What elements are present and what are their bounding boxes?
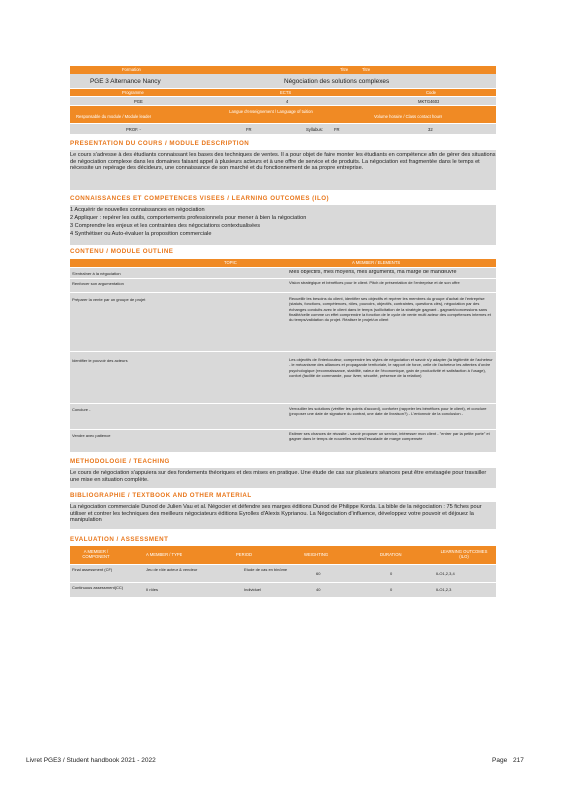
evaluation-title: EVALUATION / ASSESSMENT	[70, 536, 169, 543]
eval-row-1-duration: 0	[390, 571, 393, 576]
methodology-title: METHODOLOGIE / TEACHING	[70, 458, 170, 465]
outline-title: CONTENU / MODULE OUTLINE	[70, 248, 174, 255]
methodology-text: Le cours de négociation s'appuiera sur des fondements théoriques et des mises en pratique. Une étude de cas sur plusieurs séances peut être envisagée pour travailler une mise en situation complète.	[70, 470, 487, 483]
outline-row-sep-5	[70, 429, 496, 430]
outline-row-2-aims: Vision stratégique et bénéfices pour le client. Pitch de présentation de l'entreprise et de son offre	[289, 280, 460, 285]
langue-value: FR	[246, 127, 252, 132]
formation-label: Formation	[122, 67, 141, 72]
outline-row-5-aims: Verrouiller les solutions (vérifier les points d'accord), conforter (rappeler les bénéfices pour le client), et conclure (proposer une date de signature du contrat, une date de livraison?) - L'entonnoir de la conclusion -	[289, 406, 487, 417]
outline-row-1-topic: S'entraîner à la négociation	[72, 271, 121, 276]
eval-col-weighting: WEIGHTING	[304, 552, 329, 557]
titre-label: Titre	[340, 67, 349, 72]
eval-row-1-component: Final assessment (CF)	[72, 567, 113, 572]
presentation-text: Le cours s'adresse à des étudiants connaissant les bases des techniques de ventes. Il a pour objet de faire monter les étudiants en compétence afin de gérer des situations de négociation complexe dans les domaines faisant appel à plusieurs acteurs et à une offre de service et de produits. La négociation est fragmentée dans le temps et nécessite un repérage des décideurs, une connaissance de son marché et du fonctionnement de sa propre entreprise.	[70, 152, 496, 171]
outline-header	[70, 259, 496, 267]
competences-title: CONNAISSANCES ET COMPETENCES VISEES / LEARNING OUTCOMES (ILO)	[70, 195, 330, 202]
outline-row-4-topic: Identifier le pouvoir des acteurs	[72, 358, 128, 363]
langue-label: Langue d'enseignement / Language of tuition	[229, 109, 313, 114]
outline-row-3-topic: Préparer la vente par un groupe de projet	[72, 297, 146, 302]
outline-row-sep-2	[70, 292, 496, 293]
evaluation-header	[70, 546, 496, 564]
programme-label: Programme	[122, 90, 144, 95]
volume-value: 32	[428, 127, 433, 132]
presentation-title: PRESENTATION DU COURS / MODULE DESCRIPTION	[70, 140, 250, 147]
outline-row-sep-1	[70, 278, 496, 279]
footer-handbook: Livret PGE3 / Student handbook 2021 - 2022	[26, 757, 156, 764]
outline-col-aims: A MEMBER / ELEMENTS	[352, 260, 401, 265]
responsable-label: Responsable du module / Module leader	[76, 114, 152, 119]
eval-col-period: PERIOD	[236, 552, 253, 557]
eval-col-ilo: LEARNING OUTCOMES (ILO)	[440, 549, 488, 559]
competence-item-2: 2 Appliquer : repérer les outils, comportements professionnels pour mener à bien la négociation	[70, 215, 307, 221]
titre-value: Négociation des solutions complexes	[284, 78, 390, 85]
outline-row-1-aims: Mes objectifs, mes moyens, mes arguments, ma marge de manœuvre	[289, 270, 457, 275]
outline-row-6-aims: Estimer ses chances de réussite - savoir proposer un service, intéresser mon client - "entrer par la petite porte" et gagner dans le temps de nouvelles ventes/l'escalade de marge compensée	[289, 431, 490, 442]
code-label: Code	[426, 90, 437, 95]
formation-value: PGE 3 Alternance Nancy	[90, 78, 161, 85]
eval-row-1-period: Etude de cas en binôme	[244, 567, 288, 572]
bibliography-text: La négociation commerciale Dunod de Julien Vau et al. Négocier et défendre ses marges éditions Dunod de Philippe Korda. La bible de la négociation : 75 fiches pour utiliser et contrer les techniques des meilleurs négociateurs éditions Eyrolles d'Alexis Kyprianou. La Négociation d'influence, développez votre pouvoir et déjouez la manipulation	[70, 504, 482, 523]
footer-page-label: Page	[492, 757, 508, 764]
outline-row-5-topic: Conclure -	[72, 407, 91, 412]
volume-label: Volume horaire / Class contact hours	[374, 114, 443, 119]
eval-row-1-type: Jeu de rôle acteur & vendeur	[146, 567, 198, 572]
competence-item-4: 4 Synthétiser ou Auto-évaluer la proposition commerciale	[70, 231, 212, 237]
outline-row-3-aims: Recueillir les besoins du client, identifier ses objectifs et repérer les membres du groupe d'achat de l'entreprise (statuts, fonctions, compétences, rôles, pouvoirs, objectifs, contraintes, questions clés), négociation par des échanges conduits avec le client dans le temps (sollicitation de la stratégie gagnant - gagnant/concessions sans finalité/celle comme un effet comprendre la fonction de le cycle de vente multi acteur des compétences internes et du temps/validation du projet. Réaliser le projet/un client	[289, 296, 491, 323]
syllabus-label: Syllabus:	[306, 127, 323, 132]
footer-page-number: 217	[513, 757, 524, 764]
eval-row-2-component: Continuous assessment(CC)	[72, 585, 124, 590]
eval-row-2-duration: 0	[390, 587, 393, 592]
eval-col-component: A MEMBER / COMPONENT	[82, 549, 110, 559]
outline-row-4-aims: Les objectifs de l'interlocuteur, comprendre les styles de négociation et savoir s'y adapter (la légitimité de l'acheteur - le mécanisme des alliances et propagande territoriale, le rapport de force, celle de l'acheteur les attentes d'ordre psychologique (reconnaissance, stabilité, valeur de l'économique, gain de productivité et satisfaction à l'usage), confort (facilité de commande, pour livrer, sécurité, présence de la relation)	[289, 357, 493, 378]
programme-value: PGE	[134, 99, 143, 104]
outline-row-sep-3	[70, 351, 496, 352]
outline-row-2-topic: Renforcer son argumentation	[72, 281, 124, 286]
eval-row-1-ilo: ILO1,2,3,4	[436, 571, 455, 576]
eval-col-duration: DURATION	[380, 552, 402, 557]
outline-row-sep-4	[70, 403, 496, 404]
responsable-value: PROF. -	[126, 127, 141, 132]
titre-label-2: Titre	[362, 67, 371, 72]
eval-row-2-type: II rôles	[146, 587, 159, 592]
syllabus-value: FR	[334, 127, 340, 132]
competence-item-1: 1 Acquérir de nouvelles connaissances en négociation	[70, 207, 205, 213]
eval-col-type: A MEMBER / TYPE	[146, 552, 183, 557]
eval-row-2-period: Individuel	[244, 587, 261, 592]
eval-row-1-weighting: 60	[316, 571, 321, 576]
bibliography-title: BIBLIOGRAPHIE / TEXTBOOK AND OTHER MATERIAL	[70, 492, 252, 499]
competence-item-3: 3 Comprendre les enjeux et les contraintes des négociations contextualisées	[70, 223, 260, 229]
eval-row-2-weighting: 40	[316, 587, 321, 592]
eval-row-2-ilo: ILO1,2,3	[436, 587, 452, 592]
outline-row-6-topic: Vendre avec patience	[72, 433, 111, 438]
ects-value: 4	[286, 99, 289, 104]
outline-col-topic: TOPIC	[224, 260, 237, 265]
ects-label: ECTS	[280, 90, 292, 95]
code-value: MKTG4603	[418, 99, 440, 104]
